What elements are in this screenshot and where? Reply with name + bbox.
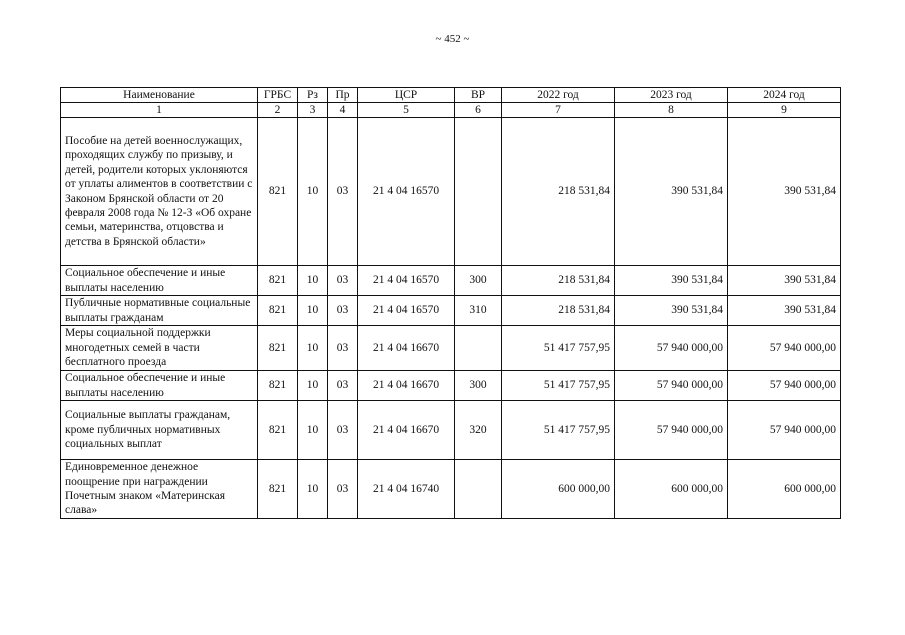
column-number-cell: 6	[455, 103, 502, 118]
table-row	[61, 326, 841, 371]
column-number-cell: 8	[615, 103, 728, 118]
row-csr-cell: 21 4 04 16670	[358, 326, 455, 371]
row-pr-cell: 03	[328, 266, 358, 296]
column-number-cell: 2	[258, 103, 298, 118]
header-cell-2023: 2023 год	[615, 88, 728, 103]
row-name-cell: Социальное обеспечение и иные выплаты населению	[61, 266, 258, 296]
row-2022-cell: 218 531,84	[502, 118, 615, 266]
row-csr-cell: 21 4 04 16670	[358, 371, 455, 401]
row-pr-cell: 03	[328, 401, 358, 460]
row-grbs-cell: 821	[258, 401, 298, 460]
row-pr-cell: 03	[328, 326, 358, 371]
row-grbs-cell: 821	[258, 118, 298, 266]
header-cell-2024: 2024 год	[728, 88, 841, 103]
table-row	[61, 371, 841, 401]
row-rz-cell: 10	[298, 266, 328, 296]
column-number-cell: 5	[358, 103, 455, 118]
row-grbs-cell: 821	[258, 326, 298, 371]
table-row	[61, 266, 841, 296]
header-cell-pr: Пр	[328, 88, 358, 103]
header-cell-vr: ВР	[455, 88, 502, 103]
row-name-cell: Пособие на детей военнослужащих, проходящих службу по призыву, и детей, родители которых уклоняются от уплаты алиментов в соответствии с Законом Брянской области от 20 февраля 2008 года № 12-З «Об охране семьи, материнства, отцовства и детства в Брянской области»	[61, 118, 258, 266]
row-2023-cell: 390 531,84	[615, 296, 728, 326]
page-number: ~ 452 ~	[435, 33, 470, 45]
row-2023-cell: 600 000,00	[615, 460, 728, 519]
column-number-row	[61, 103, 841, 118]
row-vr-cell	[455, 118, 502, 266]
row-rz-cell: 10	[298, 296, 328, 326]
row-grbs-cell: 821	[258, 460, 298, 519]
column-number-cell: 1	[61, 103, 258, 118]
row-pr-cell: 03	[328, 460, 358, 519]
row-name-cell: Единовременное денежное поощрение при награждении Почетным знаком «Материнская слава»	[61, 460, 258, 519]
row-pr-cell: 03	[328, 118, 358, 266]
table-row	[61, 401, 841, 460]
header-cell-name: Наименование	[61, 88, 258, 103]
column-number-cell: 9	[728, 103, 841, 118]
row-2024-cell: 390 531,84	[728, 118, 841, 266]
row-rz-cell: 10	[298, 371, 328, 401]
header-cell-2022: 2022 год	[502, 88, 615, 103]
table-row	[61, 460, 841, 519]
row-name-cell: Меры социальной поддержки многодетных семей в части бесплатного проезда	[61, 326, 258, 371]
row-csr-cell: 21 4 04 16570	[358, 296, 455, 326]
row-2023-cell: 57 940 000,00	[615, 371, 728, 401]
table-row	[61, 296, 841, 326]
row-2022-cell: 51 417 757,95	[502, 326, 615, 371]
row-name-cell: Социальные выплаты гражданам, кроме публичных нормативных социальных выплат	[61, 401, 258, 460]
row-2022-cell: 600 000,00	[502, 460, 615, 519]
header-cell-grbs: ГРБС	[258, 88, 298, 103]
row-rz-cell: 10	[298, 326, 328, 371]
row-grbs-cell: 821	[258, 371, 298, 401]
row-2024-cell: 57 940 000,00	[728, 326, 841, 371]
row-2023-cell: 57 940 000,00	[615, 401, 728, 460]
row-2022-cell: 218 531,84	[502, 296, 615, 326]
row-pr-cell: 03	[328, 296, 358, 326]
row-csr-cell: 21 4 04 16570	[358, 118, 455, 266]
row-grbs-cell: 821	[258, 266, 298, 296]
row-pr-cell: 03	[328, 371, 358, 401]
row-grbs-cell: 821	[258, 296, 298, 326]
row-2024-cell: 57 940 000,00	[728, 371, 841, 401]
row-vr-cell	[455, 326, 502, 371]
row-vr-cell: 300	[455, 266, 502, 296]
row-vr-cell: 300	[455, 371, 502, 401]
row-2023-cell: 390 531,84	[615, 118, 728, 266]
row-2022-cell: 51 417 757,95	[502, 401, 615, 460]
row-2023-cell: 57 940 000,00	[615, 326, 728, 371]
row-vr-cell: 320	[455, 401, 502, 460]
row-2024-cell: 600 000,00	[728, 460, 841, 519]
row-2023-cell: 390 531,84	[615, 266, 728, 296]
row-csr-cell: 21 4 04 16570	[358, 266, 455, 296]
header-cell-rz: Рз	[298, 88, 328, 103]
row-2024-cell: 390 531,84	[728, 266, 841, 296]
row-rz-cell: 10	[298, 401, 328, 460]
row-name-cell: Социальное обеспечение и иные выплаты населению	[61, 371, 258, 401]
budget-table	[60, 87, 841, 519]
row-2022-cell: 218 531,84	[502, 266, 615, 296]
row-2024-cell: 57 940 000,00	[728, 401, 841, 460]
column-number-cell: 4	[328, 103, 358, 118]
row-2022-cell: 51 417 757,95	[502, 371, 615, 401]
row-rz-cell: 10	[298, 460, 328, 519]
row-name-cell: Публичные нормативные социальные выплаты гражданам	[61, 296, 258, 326]
column-number-cell: 3	[298, 103, 328, 118]
column-number-cell: 7	[502, 103, 615, 118]
row-2024-cell: 390 531,84	[728, 296, 841, 326]
header-row	[61, 88, 841, 103]
table-row	[61, 118, 841, 266]
row-vr-cell	[455, 460, 502, 519]
row-csr-cell: 21 4 04 16670	[358, 401, 455, 460]
header-cell-csr: ЦСР	[358, 88, 455, 103]
row-rz-cell: 10	[298, 118, 328, 266]
row-csr-cell: 21 4 04 16740	[358, 460, 455, 519]
row-vr-cell: 310	[455, 296, 502, 326]
